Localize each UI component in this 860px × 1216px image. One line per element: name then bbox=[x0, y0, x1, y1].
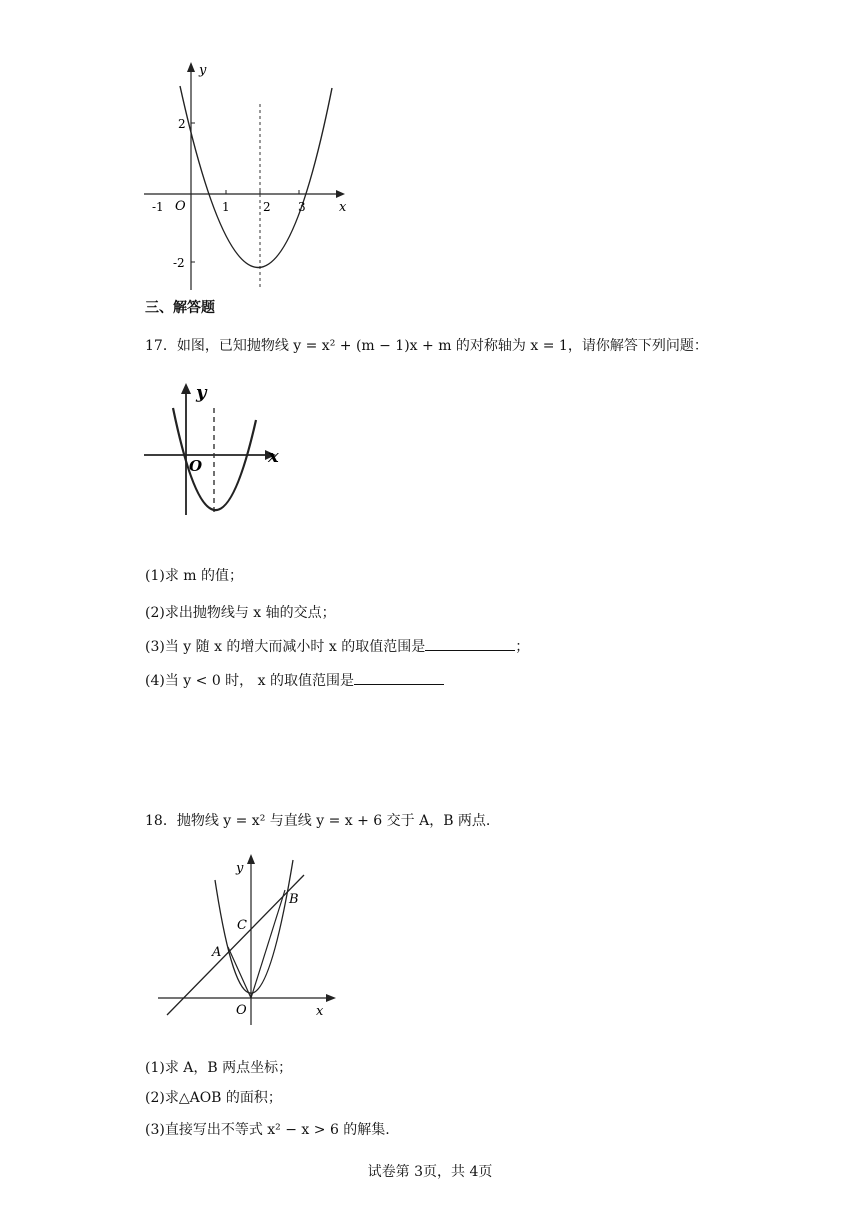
segment-OB bbox=[251, 890, 285, 998]
tick-label: 2 bbox=[263, 200, 271, 214]
x-axis-label: x bbox=[339, 200, 347, 215]
figure-parabola-17 bbox=[140, 378, 290, 523]
question-17-part-2: (2)求出抛物线与 x 轴的交点； bbox=[145, 605, 336, 621]
question-17-part-4 bbox=[145, 670, 444, 691]
question-18-part-1: (1)求 A，B 两点坐标； bbox=[145, 1060, 293, 1076]
segment-OA bbox=[228, 947, 251, 998]
y-axis-arrow-icon bbox=[247, 854, 255, 864]
part-3-text: (3)当 y 随 x 的增大而减小时 x 的取值范围是 bbox=[145, 639, 426, 655]
answer-blank-3[interactable] bbox=[425, 636, 515, 651]
figure-parabola-line-18 bbox=[150, 850, 350, 1025]
question-17-stem: 17．如图，已知抛物线 y = x² + (m − 1)x + m 的对称轴为 x = 1，请你解答下列问题： bbox=[145, 338, 708, 354]
point-A-label: A bbox=[212, 945, 222, 960]
question-18-part-2: (2)求△AOB 的面积； bbox=[145, 1090, 282, 1106]
part-4-text: (4)当 y < 0 时， x 的取值范围是 bbox=[145, 673, 354, 689]
origin-label: O bbox=[236, 1003, 247, 1018]
y-axis-label: y bbox=[196, 382, 207, 403]
x-axis-label: x bbox=[316, 1004, 324, 1019]
y-axis-arrow-icon bbox=[181, 383, 191, 394]
point-C-label: C bbox=[237, 918, 247, 933]
tick-label: 2 bbox=[178, 117, 186, 131]
question-18-stem: 18．抛物线 y = x² 与直线 y = x + 6 交于 A，B 两点. bbox=[145, 813, 491, 829]
y-axis-arrow-icon bbox=[187, 62, 195, 72]
figure-parabola-1 bbox=[140, 58, 360, 298]
section-title: 三、解答题 bbox=[145, 300, 215, 316]
origin-label: O bbox=[175, 199, 186, 214]
tick-label: 1 bbox=[222, 200, 230, 214]
tick-label: 3 bbox=[298, 200, 306, 214]
answer-blank-4[interactable] bbox=[354, 670, 444, 685]
part-3-tail: ； bbox=[515, 639, 530, 655]
tick-label: -2 bbox=[173, 256, 185, 270]
origin-label: O bbox=[189, 457, 203, 475]
point-B-label: B bbox=[289, 892, 299, 907]
question-17-part-3 bbox=[145, 636, 529, 657]
x-axis-label: x bbox=[268, 446, 279, 467]
page-footer: 试卷第 3页，共 4页 bbox=[367, 1164, 493, 1180]
question-17-part-1: (1)求 m 的值； bbox=[145, 568, 244, 584]
parabola-curve bbox=[180, 86, 332, 268]
tick-label: -1 bbox=[152, 200, 164, 214]
question-18-part-3: (3)直接写出不等式 x² − x > 6 的解集. bbox=[145, 1122, 390, 1138]
y-axis-label: y bbox=[236, 861, 244, 876]
x-axis-arrow-icon bbox=[326, 994, 336, 1002]
y-axis-label: y bbox=[199, 63, 207, 78]
x-axis-arrow-icon bbox=[336, 190, 345, 198]
